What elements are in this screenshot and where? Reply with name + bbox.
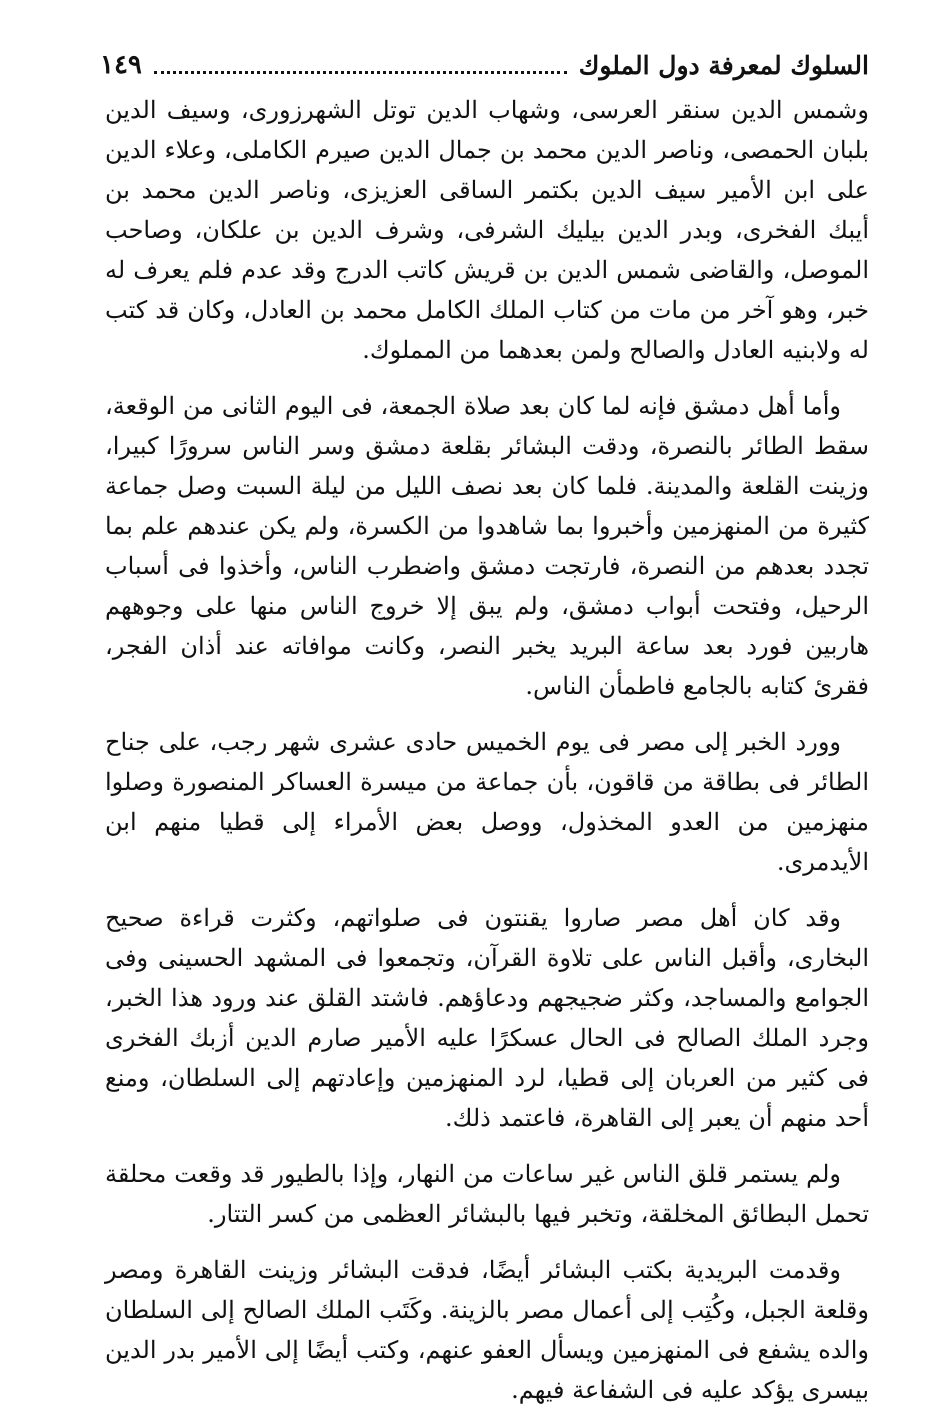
running-title: السلوك لمعرفة دول الملوك (578, 50, 869, 80)
paragraph-6: وقدمت البريدية بكتب البشائر أيضًا، فدقت البشائر وزينت القاهرة ومصر وقلعة الجبل، وكُتِب إلى أعمال مصر بالزينة. وكَتَب الملك الصالح إلى السلطان والده يشفع فى المنهزمين ويسأل العفو عنهم، وكتب أيضًا إلى الأمير بدر الدين بيسرى يؤكد عليه فى الشفاعة فيهم. (105, 1256, 869, 1404)
page-number: ١٤٩ (100, 50, 142, 80)
body-text (105, 90, 869, 1426)
paragraph-5: ولم يستمر قلق الناس غير ساعات من النهار، وإذا بالطيور قد وقعت محلقة تحمل البطائق المخلقة، وتخبر فيها بالبشائر العظمى من كسر التتار. (105, 1160, 869, 1228)
paragraph-1: وشمس الدين سنقر العرسى، وشهاب الدين توتل الشهرزورى، وسيف الدين بلبان الحمصى، وناصر الدين محمد بن جمال الدين صيرم الكاملى، وعلاء الدين على ابن الأمير سيف الدين بكتمر الساقى العزيزى، وناصر الدين محمد بن أيبك الفخرى، وبدر الدين بيليك الشرفى، وشرف الدين بن علكان، وصاحب الموصل، والقاضى شمس الدين بن قريش كاتب الدرج وقد عدم فلم يعرف له خبر، وهو آخر من مات من كتاب الملك الكامل محمد بن العادل، وكان قد كتب له ولابنيه العادل والصالح ولمن بعدهما من المملوك. (105, 96, 869, 364)
paragraph-4: وقد كان أهل مصر صاروا يقنتون فى صلواتهم، وكثرت قراءة صحيح البخارى، وأقبل الناس على تلاوة القرآن، وتجمعوا فى المشهد الحسينى وفى الجوامع والمساجد، وكثر ضجيجهم ودعاؤهم. فاشتد القلق عند ورود هذا الخبر، وجرد الملك الصالح فى الحال عسكرًا عليه الأمير صارم الدين أزبك الفخرى فى كثير من العربان إلى قطيا، لرد المنهزمين وإعادتهم إلى السلطان، ومنع أحد منهم أن يعبر إلى القاهرة، فاعتمد ذلك. (105, 904, 870, 1132)
dot-leader (154, 69, 567, 74)
paragraph-3: وورد الخبر إلى مصر فى يوم الخميس حادى عشرى شهر رجب، على جناح الطائر فى بطاقة من قاقون، بأن جماعة من ميسرة العساكر المنصورة وصلوا منهزمين من العدو المخذول، ووصل بعض الأمراء إلى قطيا منهم ابن الأيدمرى. (105, 728, 869, 876)
paragraph-2: وأما أهل دمشق فإنه لما كان بعد صلاة الجمعة، فى اليوم الثانى من الوقعة، سقط الطائر بالنصرة، ودقت البشائر بقلعة دمشق وسر الناس سرورًا كبيرا، وزينت القلعة والمدينة. فلما كان بعد نصف الليل من ليلة السبت وصل جماعة كثيرة من المنهزمين وأخبروا بما شاهدوا من الكسرة، ولم يكن عندهم علم بما تجدد بعدهم من النصرة، فارتجت دمشق واضطرب الناس، وأخذوا فى أسباب الرحيل، وفتحت أبواب دمشق، ولم يبق إلا خروج الناس منها على وجوههم هاربين فورد بعد ساعة البريد يخبر النصر، وكانت موافاته عند أذان الفجر، فقرئ كتابه بالجامع فاطمأن الناس. (105, 392, 869, 700)
running-header (100, 44, 869, 86)
